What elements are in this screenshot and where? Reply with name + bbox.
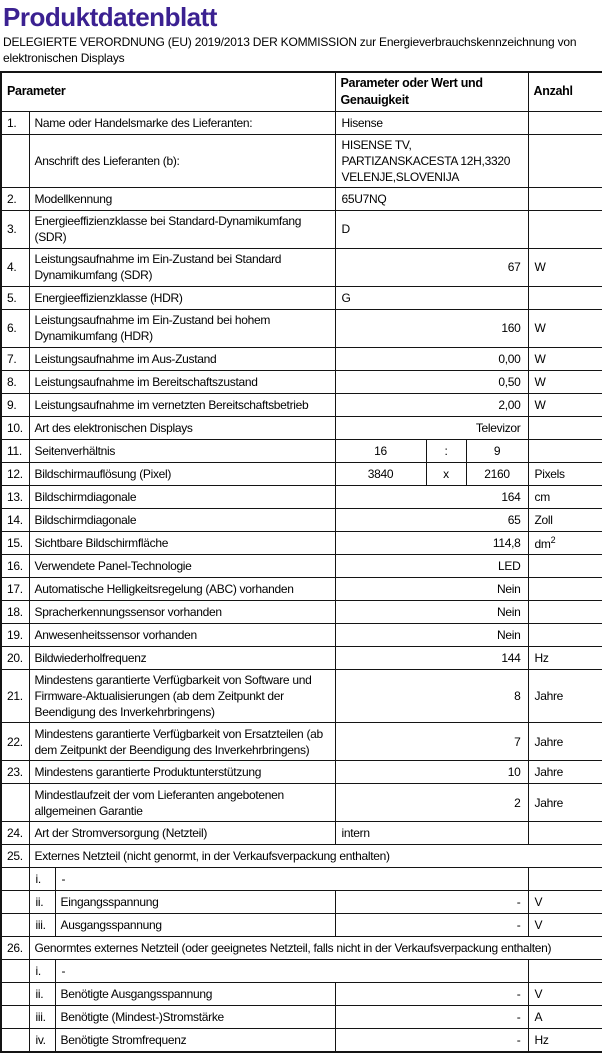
table-row xyxy=(1,309,602,347)
param-label: Mindestens garantierte Verfügbarkeit von Ersatzteilen (ab dem Zeitpunkt der Beendigung des Inverkehrbringens) xyxy=(29,723,335,761)
table-section-row xyxy=(1,937,602,960)
param-value: 10 xyxy=(335,761,528,784)
param-value: 160 xyxy=(335,309,528,347)
row-number: 4. xyxy=(1,248,29,286)
unit-label xyxy=(528,416,602,439)
unit-label xyxy=(528,600,602,623)
param-label: Eingangsspannung xyxy=(55,891,335,914)
row-number: 21. xyxy=(1,669,29,723)
param-value: - xyxy=(335,1006,528,1029)
row-number: 2. xyxy=(1,188,29,211)
param-value: 144 xyxy=(335,646,528,669)
param-value: - xyxy=(335,914,528,937)
row-number: 23. xyxy=(1,761,29,784)
param-value: 2,00 xyxy=(335,393,528,416)
datasheet-table xyxy=(0,71,602,1053)
unit-label: W xyxy=(528,248,602,286)
param-value: 65U7NQ xyxy=(335,188,528,211)
param-label: Benötigte Ausgangsspannung xyxy=(55,983,335,1006)
param-value: Televizor xyxy=(335,416,528,439)
table-sub-row xyxy=(1,914,602,937)
row-number xyxy=(1,868,29,891)
param-value: 0,50 xyxy=(335,370,528,393)
unit-label xyxy=(528,554,602,577)
unit-label: V xyxy=(528,914,602,937)
table-row xyxy=(1,531,602,554)
unit-label: W xyxy=(528,370,602,393)
unit-label: W xyxy=(528,393,602,416)
table-sub-row xyxy=(1,891,602,914)
param-label: Energieeffizienzklasse (HDR) xyxy=(29,286,335,309)
row-number: 5. xyxy=(1,286,29,309)
unit-label xyxy=(528,211,602,248)
row-number: 8. xyxy=(1,370,29,393)
unit-label: Jahre xyxy=(528,669,602,723)
row-number: 12. xyxy=(1,462,29,485)
product-datasheet xyxy=(0,3,602,1053)
param-value: LED xyxy=(335,554,528,577)
unit-label xyxy=(528,577,602,600)
table-row xyxy=(1,600,602,623)
param-value: 7 xyxy=(335,723,528,761)
param-label: Energieeffizienzklasse bei Standard-Dynamikumfang (SDR) xyxy=(29,211,335,248)
row-number: 18. xyxy=(1,600,29,623)
unit-label xyxy=(528,111,602,134)
ratio-separator: : xyxy=(426,439,466,462)
unit-label: Zoll xyxy=(528,508,602,531)
sub-row-number: iii. xyxy=(29,914,55,937)
sub-row-number: iv. xyxy=(29,1029,55,1052)
table-header-row xyxy=(1,72,602,111)
param-value: intern xyxy=(335,822,528,845)
table-row xyxy=(1,211,602,248)
param-label: Mindestlaufzeit der vom Lieferanten angebotenen allgemeinen Garantie xyxy=(29,784,335,822)
unit-label: Jahre xyxy=(528,761,602,784)
param-value: Nein xyxy=(335,623,528,646)
row-number: 3. xyxy=(1,211,29,248)
unit-label xyxy=(528,439,602,462)
param-label: Anschrift des Lieferanten (b): xyxy=(29,134,335,188)
unit-label: Pixels xyxy=(528,462,602,485)
param-label: Verwendete Panel-Technologie xyxy=(29,554,335,577)
table-row xyxy=(1,761,602,784)
row-number: 16. xyxy=(1,554,29,577)
unit-label: Hz xyxy=(528,646,602,669)
table-row xyxy=(1,577,602,600)
param-value: 2 xyxy=(335,784,528,822)
table-row xyxy=(1,623,602,646)
param-value: G xyxy=(335,286,528,309)
param-label: Leistungsaufnahme im Aus-Zustand xyxy=(29,347,335,370)
page-subtitle: DELEGIERTE VERORDNUNG (EU) 2019/2013 DER KOMMISSION zur Energieverbrauchskennzeichnung von elektronischen Displays xyxy=(3,34,577,65)
table-row xyxy=(1,669,602,723)
row-number: 1. xyxy=(1,111,29,134)
sub-row-number: i. xyxy=(29,868,55,891)
table-sub-row xyxy=(1,868,602,891)
param-value: Nein xyxy=(335,577,528,600)
row-number xyxy=(1,784,29,822)
param-label: Mindestens garantierte Verfügbarkeit von Software und Firmware-Aktualisierungen (ab dem Zeitpunkt der Beendigung des Inverkehrbringens) xyxy=(29,669,335,723)
param-value: - xyxy=(335,891,528,914)
unit-label: Hz xyxy=(528,1029,602,1052)
param-label: Bildschirmdiagonale xyxy=(29,485,335,508)
resolution-height-value: 2160 xyxy=(466,462,528,485)
row-number xyxy=(1,914,29,937)
param-label: Bildschirmauflösung (Pixel) xyxy=(29,462,335,485)
param-label: Ausgangsspannung xyxy=(55,914,335,937)
unit-label: Jahre xyxy=(528,784,602,822)
row-number: 25. xyxy=(1,845,29,868)
row-number xyxy=(1,134,29,188)
ratio-height-value: 9 xyxy=(466,439,528,462)
param-label: Spracherkennungssensor vorhanden xyxy=(29,600,335,623)
sub-row-number: i. xyxy=(29,960,55,983)
section-label: Genormtes externes Netzteil (oder geeignetes Netzteil, falls nicht in der Verkaufsverpackung enthalten) xyxy=(29,937,602,960)
param-label: Leistungsaufnahme im vernetzten Bereitschaftsbetrieb xyxy=(29,393,335,416)
param-value: - xyxy=(55,868,528,891)
unit-label xyxy=(528,286,602,309)
param-label: Anwesenheitssensor vorhanden xyxy=(29,623,335,646)
row-number: 10. xyxy=(1,416,29,439)
row-number xyxy=(1,983,29,1006)
row-number: 19. xyxy=(1,623,29,646)
table-sub-row xyxy=(1,1029,602,1052)
param-label: Modellkennung xyxy=(29,188,335,211)
param-value: - xyxy=(55,960,528,983)
table-row xyxy=(1,554,602,577)
param-label: Seitenverhältnis xyxy=(29,439,335,462)
row-number: 6. xyxy=(1,309,29,347)
row-number: 15. xyxy=(1,531,29,554)
table-row xyxy=(1,188,602,211)
unit-label: V xyxy=(528,891,602,914)
param-value: 65 xyxy=(335,508,528,531)
table-row xyxy=(1,508,602,531)
unit-label xyxy=(528,960,602,983)
row-number: 9. xyxy=(1,393,29,416)
param-value: Nein xyxy=(335,600,528,623)
unit-label xyxy=(528,134,602,188)
table-row xyxy=(1,784,602,822)
row-number: 22. xyxy=(1,723,29,761)
table-section-row xyxy=(1,845,602,868)
param-value: D xyxy=(335,211,528,248)
sub-row-number: iii. xyxy=(29,1006,55,1029)
param-value: HISENSE TV, PARTIZANSKACESTA 12H,3320 VELENJE,SLOVENIJA xyxy=(335,134,528,188)
page-title: Produktdatenblatt xyxy=(3,2,217,32)
param-label: Automatische Helligkeitsregelung (ABC) vorhanden xyxy=(29,577,335,600)
table-sub-row xyxy=(1,960,602,983)
row-number xyxy=(1,1029,29,1052)
table-sub-row xyxy=(1,983,602,1006)
param-label: Leistungsaufnahme im Bereitschaftszustand xyxy=(29,370,335,393)
header-value: Parameter oder Wert und Genauigkeit xyxy=(335,72,528,111)
param-label: Benötigte (Mindest-)Stromstärke xyxy=(55,1006,335,1029)
param-value: Hisense xyxy=(335,111,528,134)
param-label: Name oder Handelsmarke des Lieferanten: xyxy=(29,111,335,134)
row-number: 24. xyxy=(1,822,29,845)
param-label: Benötigte Stromfrequenz xyxy=(55,1029,335,1052)
row-number: 13. xyxy=(1,485,29,508)
table-row xyxy=(1,286,602,309)
table-row xyxy=(1,439,602,462)
param-value: 67 xyxy=(335,248,528,286)
param-label: Leistungsaufnahme im Ein-Zustand bei hohem Dynamikumfang (HDR) xyxy=(29,309,335,347)
row-number: 26. xyxy=(1,937,29,960)
param-label: Mindestens garantierte Produktunterstützung xyxy=(29,761,335,784)
sub-row-number: ii. xyxy=(29,891,55,914)
row-number: 20. xyxy=(1,646,29,669)
row-number xyxy=(1,891,29,914)
param-value: 114,8 xyxy=(335,531,528,554)
table-row xyxy=(1,646,602,669)
param-label: Sichtbare Bildschirmfläche xyxy=(29,531,335,554)
param-label: Leistungsaufnahme im Ein-Zustand bei Standard Dynamikumfang (SDR) xyxy=(29,248,335,286)
row-number: 14. xyxy=(1,508,29,531)
table-row xyxy=(1,822,602,845)
table-row xyxy=(1,393,602,416)
table-row xyxy=(1,134,602,188)
param-value: - xyxy=(335,983,528,1006)
row-number xyxy=(1,1006,29,1029)
unit-label: W xyxy=(528,347,602,370)
table-row xyxy=(1,370,602,393)
ratio-width-value: 16 xyxy=(335,439,426,462)
param-value: - xyxy=(335,1029,528,1052)
row-number: 7. xyxy=(1,347,29,370)
unit-label xyxy=(528,822,602,845)
resolution-width-value: 3840 xyxy=(335,462,426,485)
table-row xyxy=(1,347,602,370)
section-label: Externes Netzteil (nicht genormt, in der Verkaufsverpackung enthalten) xyxy=(29,845,602,868)
param-label: Art der Stromversorgung (Netzteil) xyxy=(29,822,335,845)
unit-label xyxy=(528,623,602,646)
unit-label xyxy=(528,868,602,891)
table-row xyxy=(1,462,602,485)
row-number: 17. xyxy=(1,577,29,600)
unit-label xyxy=(528,531,602,554)
param-label: Bildschirmdiagonale xyxy=(29,508,335,531)
unit-text: dm xyxy=(534,536,551,551)
resolution-separator: x xyxy=(426,462,466,485)
param-value: 0,00 xyxy=(335,347,528,370)
param-label: Bildwiederholfrequenz xyxy=(29,646,335,669)
row-number xyxy=(1,960,29,983)
header-parameter: Parameter xyxy=(1,72,335,111)
unit-label xyxy=(528,188,602,211)
param-value: 164 xyxy=(335,485,528,508)
unit-label: Jahre xyxy=(528,723,602,761)
table-row xyxy=(1,485,602,508)
unit-superscript: 2 xyxy=(550,534,556,545)
table-row xyxy=(1,416,602,439)
header-unit: Anzahl xyxy=(528,72,602,111)
unit-label: V xyxy=(528,983,602,1006)
unit-label: cm xyxy=(528,485,602,508)
unit-label: W xyxy=(528,309,602,347)
unit-label: A xyxy=(528,1006,602,1029)
param-value: 8 xyxy=(335,669,528,723)
param-label: Art des elektronischen Displays xyxy=(29,416,335,439)
sub-row-number: ii. xyxy=(29,983,55,1006)
table-row xyxy=(1,111,602,134)
row-number: 11. xyxy=(1,439,29,462)
table-sub-row xyxy=(1,1006,602,1029)
table-row xyxy=(1,723,602,761)
table-row xyxy=(1,248,602,286)
